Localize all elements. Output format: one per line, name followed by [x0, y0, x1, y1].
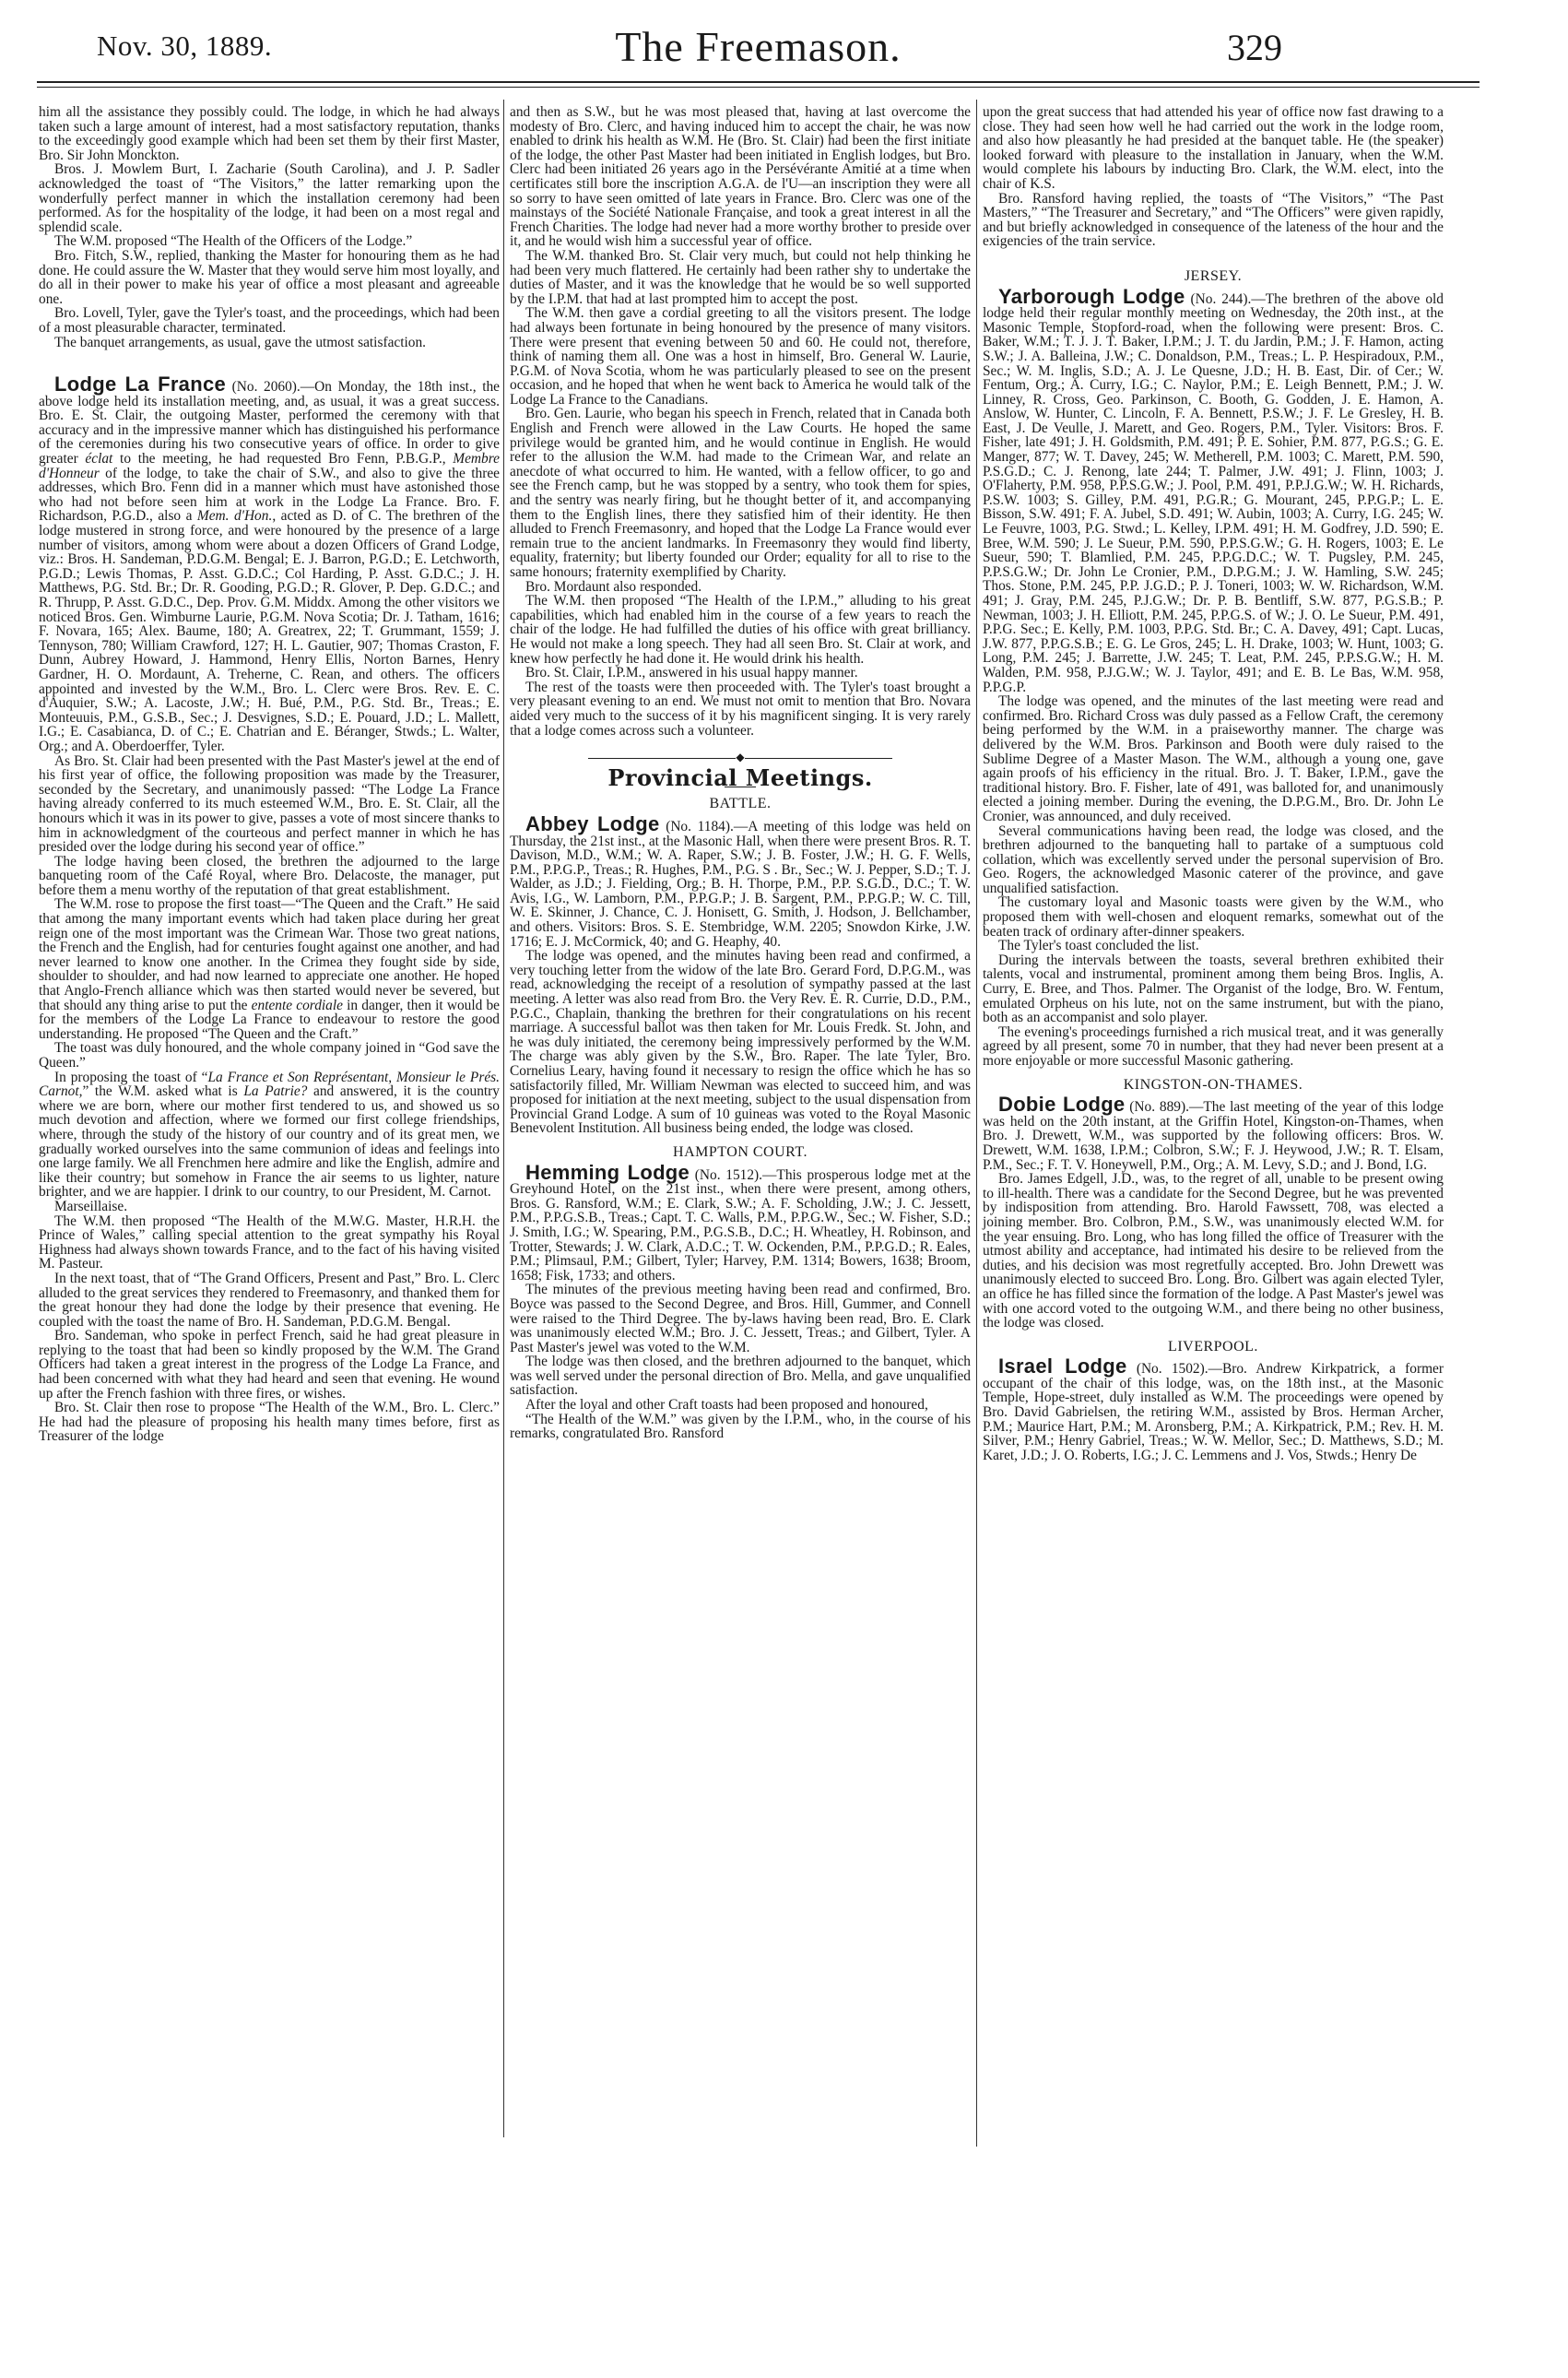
lodge-name: Abbey Lodge	[525, 811, 660, 835]
column-1	[39, 105, 500, 1444]
paragraph: and then as S.W., but he was most pleased that, having at last overcome the modesty of Bro. Clerc, and having induced him to accept the chair, he was now enabled to drink his health as W.M. He (Bro. St. Clair) had been the first initiate of the lodge, the other Past Master had been initiated in English lodges, but Bro. Clerc had been initiated 26 years ago in the Persévérante Amitié at a time when certificates still bore the inscription A.G.A. de l'U—an inscription they were all so sorry to have seen omitted of late years in France. Bro. Clerc was one of the mainstays of the Société Nationale Française, and took a great interest in all the French Charities. The lodge had never had a more worthy brother to preside over it, and he would wish him a successful year of office.	[510, 104, 971, 250]
masthead-rule	[37, 81, 1480, 88]
paragraph: Bros. J. Mowlem Burt, I. Zacharie (South Carolina), and J. P. Sadler acknowledged the toast of “The Visitors,” the latter remarking upon the wonderfully perfect manner in which the installation ceremony had been performed. As for the hospitality of the lodge, it had been on a most regal and splendid scale.	[39, 161, 500, 235]
lodge-report-la-france: Lodge La France (No. 2060).—On Monday, the 18th inst., the above lodge held its installation meeting, and, as usual, it was a great success. Bro. E. St. Clair, the outgoing Master, performed the ceremony with that accuracy and in the impressive manner which has distinguished his performance of the ceremonies during his two consecutive years of office. In order to give greater éclat to the meeting, he had requested Bro Fenn, P.B.G.P., Membre d'Honneur of the lodge, to take the chair of S.W., and also to give the three addresses, which Bro. Fenn did in a manner which must have astonished those who had not before seen him at work in the Lodge La France. Bro. F. Richardson, P.G.D., also a Mem. d'Hon., acted as D. of C. The brethren of the lodge mustered in strong force, and were honoured by the presence of a large number of visitors, among whom were about a dozen Officers of Grand Lodge, viz.: Bros. H. Sandeman, P.D.G.M. Bengal; E. J. Barron, P.G.D.; E. Letchworth, P.G.D.; Lewis Thomas, P. Asst. G.D.C.; Col Harding, P. Asst. G.D.C.; J. H. Matthews, P.G. Std. Br.; Dr. R. Gooding, P.G.D.; R. Glover, P. Dep. G.D.C.; and R. Thrupp, P. Asst. G.D.C., Dep. Prov. G.M. Middx. Among the other visitors we noticed Bros. Gen. Wimburne Laurie, P.G.M. Nova Scotia; Dr. J. Tatham, 1616; F. Novara, 165; Alex. Baume, 180; A. Greatrex, 22; T. Grummant, 1559; J. Tennyson, 780; William Crawford, 127; H. L. Gautier, 907; Thomas Craston, F. Dunn, Aubrey Howard, J. Hammond, Henry Ellis, Norton Barnes, Henry Gardner, H. O. Mordaunt, A. Treherne, C. Rean, and others. The officers appointed and invested by the W.M., Bro. L. Clerc were Bros. Rev. E. C. d'Auquier, S.W.; A. Lacoste, J.W.; H. Bué, P.M., P.G. Std. Br., Treas.; E. Monteuuis, P.M., G.S.B., Sec.; J. Desvignes, S.D.; E. Pouard, J.D.; L. Mallett, I.G.; E. Casabianca, D. of C.; E. Chatrian and E. Béranger, Stwds.; L. Walter, Org.; and A. Oberdoerffer, Tyler.	[39, 373, 500, 754]
lodge-name: Yarborough Lodge	[998, 284, 1185, 308]
column-3	[983, 105, 1444, 1462]
paragraph: After the loyal and other Craft toasts had been proposed and honoured,	[525, 1397, 928, 1414]
paragraph: The W.M. rose to propose the first toast—“The Queen and the Craft.” He said that among the many important events which had taken place during her great reign one of the most important was the Crimean War. Those two great nations, the French and the English, had for centuries fought against one another, and had never learned to know one another. In the Crimea they fought side by side, shoulder to shoulder, and had now learned to appreciate one another. He hoped that Anglo-French alliance which was then started would never be severed, but that should any thing arise to put the entente cordiale in danger, then it would be for the members of the Lodge La France to endeavour to restore the good understanding. He proposed “The Queen and the Craft.”	[39, 896, 500, 1042]
paragraph: The lodge having been closed, the brethren the adjourned to the large banqueting room of the Café Royal, where Bro. Delacoste, the manager, put before them a menu worthy of the reputation of that great establishment.	[39, 853, 500, 898]
paragraph: Bro. St. Clair, I.P.M., answered in his usual happy manner.	[525, 665, 858, 681]
lodge-report-abbey: Abbey Lodge (No. 1184).—A meeting of this lodge was held on Thursday, the 21st inst., at the Masonic Hall, when there were present Bros. R. T. Davison, M.D., W.M.; W. A. Raper, S.W.; J. B. Foster, J.W.; H. G. F. Wells, P.M., P.P.G.P., Treas.; R. Hughes, P.M., P.G. S . Br., Sec.; W. J. Pepper, S.D.; T. J. Walder, as J.D.; J. Fielding, Org.; B. H. Thorpe, P.M., P.P. S.G.D., D.C.; T. W. Avis, I.G., W. Lamborn, P.M., P.P.G.P.; J. B. Sargent, P.M., P.P.G.P.; W. C. Till, W. E. Skinner, J. Chance, C. J. Honisett, G. Smith, J. Hodson, J. Bellchamber, and others. Visitors: Bros. S. E. Stembridge, W.M. 2205; Snowdon Kirke, J.W. 1716; E. J. McCormick, 40; and G. Heaphy, 40.	[510, 811, 971, 950]
column-divider	[503, 100, 504, 2137]
paragraph: In proposing the toast of “La France et Son Représentant, Monsieur le Prés. Carnot,” the W.M. asked what is La Patrie? and answered, it is the country where we are born, where our mother first tendered to us, and showed us so much devotion and affection, where we formed our first college friendships, where, through the study of the history of our country and of its great men, we gradually worked ourselves into the same communion of ideas and feelings into one large family. We all Frenchmen here admire and like the English, admire and like their country; but somehow in France the air seems to us lighter, nature brighter, and we are happier. I drink to our country, to our President, M. Carnot.	[39, 1069, 500, 1201]
lodge-number: (No. 2060).	[231, 379, 301, 396]
lodge-number: (No. 1512).	[694, 1166, 763, 1183]
lodge-name: Lodge La France	[54, 373, 227, 396]
column-2	[510, 105, 971, 1441]
lodge-name: Dobie Lodge	[998, 1093, 1126, 1117]
lodge-report-israel: Israel Lodge (No. 1502).—Bro. Andrew Kirkpatrick, a former occupant of the chair of this lodge, was, on the 18th inst., at the Masonic Temple, Hope-street, duly installed as W.M. The proceedings were opened by Bro. David Gabrielsen, the retiring W.M., assisted by Bros. Herman Archer, P.M.; Maurice Hart, P.M.; M. Aronsberg, P.M.; A. Kirkpatrick, P.M.; Rev. H. M. Silver, P.M.; Henry Gabriel, Treas.; W. W. Mellor, Sec.; D. Matthews, S.D.; M. Karet, J.D.; J. O. Roberts, I.G.; J. C. Lemmens and J. Vos, Stwds.; Henry De	[983, 1355, 1444, 1463]
paragraph: The customary loyal and Masonic toasts were given by the W.M., who proposed them with well-chosen and eloquent remarks, somewhat out of the beaten track of ordinary after-dinner speakers.	[983, 894, 1444, 940]
lodge-name: Hemming Lodge	[525, 1160, 690, 1184]
paragraph: The lodge was then closed, and the brethren adjourned to the banquet, which was well served under the personal direction of Bro. Mella, and gave unqualified satisfaction.	[510, 1354, 971, 1399]
place-heading: JERSEY.	[1184, 267, 1243, 284]
paragraph: The lodge was opened, and the minutes having been read and confirmed, a very touching letter from the widow of the late Bro. Gerard Ford, D.P.G.M., was read, acknowledging the receipt of a resolution of sympathy passed at the last meeting. A letter was also read from Bro. the Very Rev. E. R. Currie, D.D., P.M., P.G.C., Chaplain, thanking the brethren for their congratulations on his recent marriage. A successful ballot was then taken for Mr. Louis Fredk. St. John, and he was duly initiated, the ceremony being impressively performed by the W.M. The charge was ably given by the S.W., Bro. Raper. The late Tyler, Bro. Cornelius Leary, having found it necessary to resign the office which he has so satisfactorily filled, Mr. William Newman was elected to succeed him, and was proposed for initiation at the next meeting, subject to the usual dispensation from Provincial Grand Lodge. A sum of 10 guineas was voted to the Royal Masonic Benevolent Institution. All business being ended, the lodge was closed.	[510, 948, 971, 1137]
paragraph: Bro. Lovell, Tyler, gave the Tyler's toast, and the proceedings, which had been of a most pleasurable character, terminated.	[39, 305, 500, 336]
paragraph: The banquet arrangements, as usual, gave the utmost satisfaction.	[54, 334, 427, 350]
paragraph: The W.M. thanked Bro. St. Clair very much, but could not help thinking he had been very much flattered. He certainly had been rather shy to undertake the duties of Master, and it was the knowledge that he would be so well supported by the I.P.M. that had at last prompted him to accept the post.	[510, 247, 971, 307]
paragraph: As Bro. St. Clair had been presented with the Past Master's jewel at the end of his first year of office, the following proposition was made by the Treasurer, seconded by the Secretary, and unanimously passed: “The Lodge La France having already conferred to its much esteemed W.M., Bro. E. St. Clair, all the honours which it was in its power to give, passes a vote of most sincere thanks to him in acknowledgment of the courteous and perfect manner in which he has presided over the lodge during his second year of office.”	[39, 752, 500, 856]
paragraph: Several communications having been read, the lodge was closed, and the brethren adjourned to the banqueting hall to partake of a sumptuous cold collation, which was excellently served under the personal supervision of Bro. Geo. Rogers, the acknowledged Masonic caterer of the province, and gave unqualified satisfaction.	[983, 822, 1444, 896]
lodge-number: (No. 1502).	[1136, 1361, 1208, 1378]
page-number: 329	[1227, 27, 1282, 68]
place-heading: LIVERPOOL.	[1168, 1338, 1258, 1355]
lodge-number: (No. 244).	[1190, 290, 1252, 307]
column-divider	[976, 100, 977, 2147]
paragraph: “The Health of the W.M.” was given by the I.P.M., who, in the course of his remarks, congratulated Bro. Ransford	[510, 1411, 971, 1442]
paragraph: The evening's proceedings furnished a rich musical treat, and it was generally agreed by all present, some 70 in number, that they had never been present at a more enjoyable or more successful Masonic gathering.	[983, 1023, 1444, 1069]
paragraph: Marseillaise.	[54, 1198, 128, 1214]
paragraph: Bro. Fitch, S.W., replied, thanking the Master for honouring them as he had done. He could assure the W. Master that they would serve him most loyally, and do all in their power to make his year of office a most pleasant and agreeable one.	[39, 247, 500, 307]
paragraph: The toast was duly honoured, and the whole company joined in “God save the Queen.”	[39, 1040, 500, 1071]
paragraph: Bro. Mordaunt also responded.	[525, 578, 702, 595]
place-heading: KINGSTON-ON-THAMES.	[1123, 1076, 1303, 1093]
lodge-number: (No. 1184).	[666, 818, 734, 834]
lodge-report-yarborough: Yarborough Lodge (No. 244).—The brethren of the above old lodge held their regular monthly meeting on Wednesday, the 20th inst., at the Masonic Temple, Stopford-road, when the following were present: Bros. C. Baker, W.M.; T. J. J. T. Baker, I.P.M.; J. T. du Jardin, P.M.; J. F. Hamon, acting S.W.; J. A. Balleina, J.W.; C. Donaldson, P.M., Treas.; L. P. Hespiradoux, P.M., Sec.; W. M. Inglis, S.D.; A. J. Le Quesne, J.D.; H. B. East, Dir. of Cer.; W. Fentum, Org.; A. Curry, I.G.; C. Naylor, P.M.; E. Leigh Bennett, P.M.; J. W. Linney, R. Cross, Geo. Parkinson, C. Booth, G. Godden, J. E. Hamon, A. Anslow, W. Hunter, C. Lincoln, F. A. Bennett, P.S.W.; J. F. Le Gresley, H. B. East, J. De Veulle, J. Marett, and Geo. Rogers, P.M., Tyler. Visitors: Bros. F. Fisher, late 491; J. H. Goldsmith, P.M. 491; P. E. Sohier, P.M. 877, P.G.S.; G. E. Manger, 877; W. T. Davey, 245; W. Metherell, P.M. 1003; C. Marett, P.M. 590, P.S.G.D.; C. J. Renong, late 244; T. Palmer, J.W. 491; J. Flinn, 1003; J. O'Flaherty, P.M. 958, P.P.S.G.W.; J. Pool, P.M. 491, P.P.J.G.W.; W. H. Richards, P.S.W. 1003; S. Gilley, P.M. 491, P.G.R.; G. Mourant, 245, P.P.G.P.; L. E. Bisson, S.W. 491; F. A. Jubel, S.D. 491; W. Aubin, 1003; A. Curry, I.G. 245; W. Le Feuvre, 1003, P.G. Stwd.; L. Kelley, I.P.M. 491; H. M. Godfrey, J.D. 590; E. Bree, W.M. 590; J. Le Sueur, P.M. 590, P.P.S.G.W.; G. H. Rogers, 1003; E. Le Sueur, 590; T. Blamlied, P.M. 245, P.P.G.D.C.; W. T. Pugsley, P.M. 245, P.P.S.G.W.; Dr. John Le Cronier, P.M., D.P.G.M.; J. W. Hamling, S.W. 245; Thos. Stone, P.M. 245, P.P. J.G.D.; P. J. Toneri, 1003; W. W. Richardson, W.M. 491; J. Gray, P.M. 245, P.J.G.W.; Dr. P. B. Bentliff, S.W. 877, P.G.S.B.; P. Newman, 1003; J. H. Elliott, P.M. 245, P.P.G.S. of W.; J. O. Le Sueur, P.M. 491, P.P.G. Sec.; E. Kelly, P.M. 1003, P.P.G. Std. Br.; C. A. Davey, 491; Capt. Lucas, J.W. 877, P.P.G.S.B.; E. G. Le Gros, 245; L. H. Drake, 1003; W. Hunt, 1003; G. Long, P.M. 245; J. Barrette, J.W. 245; T. Leat, P.M. 245, P.P.S.G.W.; H. M. Walden, P.M. 958, P.J.G.W.; W. J. Taylor, 491; and E. B. Le Bas, W.M. 958, P.P.G.P.	[983, 284, 1444, 695]
paragraph: The W.M. then gave a cordial greeting to all the visitors present. The lodge had always been fortunate in being honoured by the presence of many visitors. There were present that evening between 50 and 60. He could not, therefore, think of naming them all. One was a host in himself, Bro. General W. Laurie, P.G.M. of Nova Scotia, whom he was particularly pleased to see on the present occasion, and he hoped that when he went back to America he would talk of the Lodge La France to the Canadians.	[510, 305, 971, 408]
paragraph: Bro. Ransford having replied, the toasts of “The Visitors,” “The Past Masters,” “The Treasurer and Secretary,” and “The Officers” were given rapidly, and but briefly acknowledged in consequence of the lateness of the hour and the exigencies of the train service.	[983, 190, 1444, 250]
paragraph: The W.M. then proposed “The Health of the I.P.M.,” alluding to his great capabilities, which had enabled him in the course of a few years to reach the chair of the lodge. He had fulfilled the duties of his office with great brilliancy. He would not make a long speech. They had all seen Bro. St. Clair at work, and knew how perfectly he had done it. He would drink his health.	[510, 593, 971, 667]
paragraph: Bro. James Edgell, J.D., was, to the regret of all, unable to be present owing to ill-health. There was a candidate for the Second Degree, but he was prevented by indisposition from attending. Bro. Harold Fawssett, 708, was elected a joining member. Bro. Colbron, P.M., S.W., was unanimously elected W.M. for the year ensuing. Bro. Long, who has long filled the office of Treasurer with the utmost ability and acceptance, had intimated his desire to be relieved from the duties, and his decision was most regretfully accepted. Bro. John Drewett was unanimously elected to succeed Bro. Long. Bro. Gilbert was again elected Tyler, an office he has filled since the formation of the lodge. A Past Master's jewel was with one accord voted to the outgoing W.M., and there being no other business, the lodge was closed.	[983, 1171, 1444, 1331]
place-heading: BATTLE.	[709, 796, 772, 812]
paragraph: him all the assistance they possibly could. The lodge, in which he had always taken such a large amount of interest, had a most satisfactory reputation, thanks to the exceedingly good example which had been set them by their first Master, Bro. Sir John Monckton.	[39, 104, 500, 163]
paragraph: Bro. St. Clair then rose to propose “The Health of the W.M., Bro. L. Clerc.” He had had the pleasure of proposing his health many times before, first as Treasurer of the lodge	[39, 1400, 500, 1445]
paragraph: The minutes of the previous meeting having been read and confirmed, Bro. Boyce was passed to the Second Degree, and Bros. Hill, Gummer, and Connell were raised to the Third Degree. The by-laws having been read, Bro. E. Clark was unanimously elected W.M.; Bro. J. C. Jessett, Treas.; and Gilbert, Tyler. A Past Master's jewel was voted to the W.M.	[510, 1282, 971, 1355]
issue-date: Nov. 30, 1889.	[97, 30, 273, 62]
paragraph: In the next toast, that of “The Grand Officers, Present and Past,” Bro. L. Clerc alluded to the great services they rendered to Freemasonry, and thanked them for the great honour they had done the lodge by their presence that evening. He coupled with the toast the name of Bro. H. Sandeman, P.D.G.M. Bengal.	[39, 1270, 500, 1330]
lodge-report-dobie: Dobie Lodge (No. 889).—The last meeting of the year of this lodge was held on the 20th instant, at the Griffin Hotel, Kingston-on-Thames, when Bro. J. Drewett, W.M., was supported by the following officers: Bros. W. Drewett, W.M. 1638, I.P.M.; Colbron, S.W.; F. J. Heywood, J.W.; R. T. Elsam, P.M., Sec.; F. T. V. Honeywell, P.M., Org.; A. M. Levy, S.D.; and J. Bond, I.G.	[983, 1093, 1444, 1173]
paragraph: upon the great success that had attended his year of office now fast drawing to a close. They had seen how well he had carried out the work in the lodge room, and also how pleasantly he had presided at the banquet table. He (the speaker) looked forward with pleasure to the installation in January, when the W.M. would complete his labours by inducting Bro. Clark, the W.M. elect, into the chair of K.S.	[983, 104, 1444, 192]
publication-title: The Freemason.	[615, 23, 902, 70]
paragraph: The rest of the toasts were then proceeded with. The Tyler's toast brought a very pleasant evening to an end. We must not omit to mention that Bro. Novara aided very much to the success of it by his magnificent singing. It is very rarely that a lodge comes across such a volunteer.	[510, 679, 971, 739]
lodge-name: Israel Lodge	[998, 1355, 1127, 1378]
masthead	[37, 18, 1480, 76]
section-title: Provincial Meetings.	[607, 763, 873, 791]
paragraph: The lodge was opened, and the minutes of the last meeting were read and confirmed. Bro. Richard Cross was duly passed as a Fellow Craft, the ceremony being performed by the W.M. in a praiseworthy manner. The charge was delivered by the W.M. Bros. Parkinson and Booth were duly raised to the Sublime Degree of a Master Mason. The W.M., although a young one, gave again proofs of his efficiency in the ritual. Bro. J. T. Baker, I.P.M., gave the traditional history. Bro. F. Fisher, late of 491, was balloted for, and unanimously elected a joining member. During the evening, the D.P.G.M., Bro. Dr. John Le Cronier, was announced, and duly received.	[983, 693, 1444, 824]
lodge-report-hemming: Hemming Lodge (No. 1512).—This prosperous lodge met at the Greyhound Hotel, on the 21st inst., when there were present, among others, Bros. G. Ransford, W.M.; E. Clark, S.W.; A. F. Scholding, J.W.; J. C. Jessett, P.M., P.P.G.S.B., Treas.; Capt. T. C. Walls, P.M., P.P.G.W., Sec.; W. Fisher, S.D.; J. Smith, I.G.; W. Spearing, P.M., P.G.S.B., D.C.; H. Wheatley, H. Robinson, and Trotter, Stewards; J. W. Clark, A.D.C.; T. W. Ockenden, P.M., P.P.G.D.; R. Eales, P.M.; Plimsaul, P.M.; Gilbert, Tyler; Harvey, P.M. 1314; Bowers, 1638; Broom, 1658; Fisk, 1733; and others.	[510, 1160, 971, 1284]
paragraph: The W.M. then proposed “The Health of the M.W.G. Master, H.R.H. the Prince of Wales,” calling special attention to the great sympathy his Royal Highness had always shown towards France, and to the fact of his having visited M. Pasteur.	[39, 1213, 500, 1272]
lodge-number: (No. 889).	[1129, 1099, 1189, 1116]
paragraph: During the intervals between the toasts, several brethren exhibited their talents, vocal and instrumental, prominent among them being Bros. Inglis, A. Curry, E. Bree, and Thos. Palmer. The Organist of the lodge, Bro. W. Fentum, emulated Orpheus on his lute, not on the same instrument, but with the piano, both as an accompanist and solo player.	[983, 952, 1444, 1026]
paragraph: Bro. Gen. Laurie, who began his speech in French, related that in Canada both English and French were allowed in the Law Courts. He hoped the same privilege would be granted him, and he would continue in English. He would refer to the allusion the W.M. had made to the Crimean War, and relate an anecdote of what occurred to him. He wanted, with a fellow officer, to go and see the French camp, but he was stopped by a sentry, who took them for spies, and the sentry was nearly firing, but he thought better of it, and accompanying them to the English lines, there they satisfied him of their identity. He then alluded to French Freemasonry, and hoped that the Lodge La France would ever remain true to the ancient landmarks. In Freemasonry they would find liberty, equality, fraternity; but liberty founded our Order; equality for all to rise to the same honours; fraternity exemplified by Charity.	[510, 406, 971, 580]
section-ornament: ◆	[510, 751, 971, 765]
place-heading: HAMPTON COURT.	[673, 1143, 808, 1160]
paragraph: Bro. Sandeman, who spoke in perfect French, said he had great pleasure in replying to the toast that had been so kindly proposed by the W.M. The Grand Officers had taken a great interest in the progress of the Lodge La France, and had been concerned with what they had heard and seen that evening. He wound up after the French fashion with three fires, or wishes.	[39, 1328, 500, 1402]
paragraph: The W.M. proposed “The Health of the Officers of the Lodge.”	[54, 233, 413, 250]
paragraph: The Tyler's toast concluded the list.	[998, 938, 1199, 954]
